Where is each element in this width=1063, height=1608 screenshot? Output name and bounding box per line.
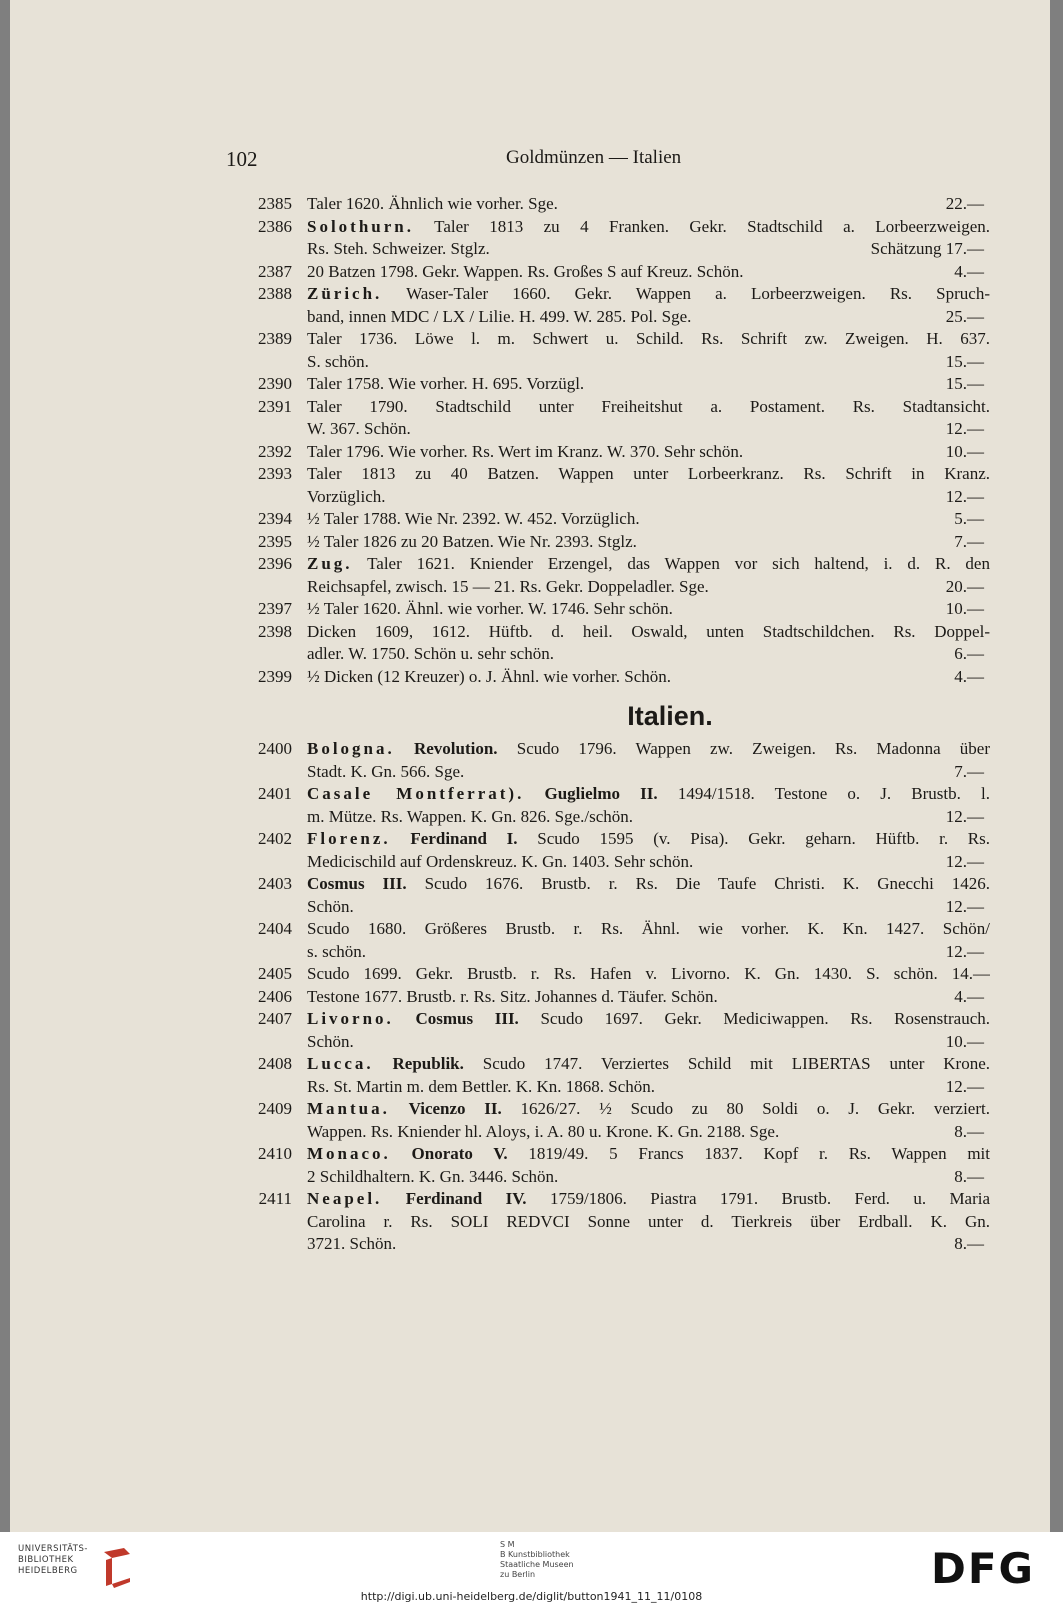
catalog-entry bbox=[250, 283, 990, 328]
description: 1626/27. ½ Scudo zu 80 Soldi o. J. Gekr. verziert. bbox=[520, 1099, 990, 1118]
entry-text bbox=[307, 621, 990, 644]
description: Scudo 1697. Gekr. Mediciwappen. Rs. Rosenstrauch. bbox=[540, 1009, 990, 1028]
section-heading: Italien. bbox=[627, 701, 713, 731]
lot-number: 2385 bbox=[258, 194, 292, 213]
entry-text bbox=[307, 1211, 990, 1234]
entry-line bbox=[250, 486, 990, 509]
entry-text bbox=[307, 576, 910, 599]
entry-text bbox=[307, 328, 990, 351]
entry-text bbox=[307, 1031, 910, 1054]
ruler-name: Cosmus III. bbox=[415, 1009, 519, 1028]
place-name: Casale Montferrat). bbox=[307, 784, 525, 803]
entry-text bbox=[307, 463, 990, 486]
price-estimate: 4.— bbox=[954, 261, 984, 281]
catalog-entry bbox=[250, 373, 990, 396]
entries-switzerland bbox=[250, 193, 990, 688]
description: S. schön. bbox=[307, 351, 369, 371]
lot-number: 2395 bbox=[258, 531, 292, 551]
description: Medicischild auf Ordenskreuz. K. Gn. 1403. Sehr schön. bbox=[307, 851, 694, 871]
entry-text bbox=[307, 1166, 910, 1189]
lot-number: 2400 bbox=[258, 739, 292, 758]
entry-line bbox=[250, 738, 990, 761]
description: Taler 1620. Ähnlich wie vorher. Sge. bbox=[307, 194, 558, 213]
entry-text bbox=[307, 1233, 910, 1256]
place-name: Bologna. bbox=[307, 739, 395, 758]
entry-line bbox=[250, 643, 990, 666]
price-estimate: 10.— bbox=[945, 1031, 984, 1051]
entry-line bbox=[250, 576, 990, 599]
viewer-footer bbox=[0, 1532, 1063, 1608]
description: m. Mütze. Rs. Wappen. K. Gn. 826. Sge./schön. bbox=[307, 806, 634, 826]
entry-line bbox=[250, 666, 990, 689]
entry-text bbox=[307, 1188, 990, 1211]
entry-line bbox=[250, 396, 990, 419]
description: Taler 1790. Stadtschild unter Freiheitshut a. Postament. Rs. Stadtansicht. bbox=[307, 396, 990, 416]
price-estimate: 12.— bbox=[945, 419, 984, 438]
price-estimate: 7.— bbox=[954, 531, 984, 551]
price-estimate: 12.— bbox=[945, 896, 984, 916]
lot-number: 2403 bbox=[258, 874, 292, 893]
catalog-entry bbox=[250, 1008, 990, 1053]
entry-text bbox=[307, 238, 910, 261]
description: Wappen. Rs. Kniender hl. Aloys, i. A. 80 u. Krone. K. Gn. 2188. Sge. bbox=[307, 1121, 780, 1141]
price-estimate: 22.— bbox=[945, 194, 984, 213]
ruler-name: Onorato V. bbox=[411, 1144, 508, 1163]
entry-text bbox=[307, 941, 910, 964]
entry-line bbox=[250, 418, 990, 441]
description: ½ Taler 1826 zu 20 Batzen. Wie Nr. 2393. Stglz. bbox=[307, 531, 637, 551]
description: Taler 1758. Wie vorher. H. 695. Vorzügl. bbox=[307, 374, 585, 393]
university-library-logo[interactable] bbox=[18, 1542, 138, 1592]
catalog-entry bbox=[250, 1143, 990, 1188]
entry-text bbox=[307, 666, 910, 689]
price-estimate: 6.— bbox=[954, 644, 984, 663]
smb-logo[interactable]: S M B Kunstbibliothek Staatliche Museen zu Berlin bbox=[500, 1540, 574, 1579]
entry-line bbox=[250, 238, 990, 261]
entry-text bbox=[307, 986, 910, 1009]
catalog-entry bbox=[250, 598, 990, 621]
entry-line bbox=[250, 463, 990, 486]
description: Scudo 1699. Gekr. Brustb. r. Rs. Hafen v. Livorno. K. Gn. 1430. S. schön. 14.— bbox=[307, 964, 990, 983]
place-name: Neapel. bbox=[307, 1189, 383, 1208]
description: Taler 1813 zu 4 Franken. Gekr. Stadtschild a. Lorbeerzweigen. bbox=[434, 216, 990, 236]
entry-line bbox=[250, 941, 990, 964]
entry-text bbox=[307, 553, 990, 576]
lot-number: 2407 bbox=[258, 1009, 292, 1028]
catalog-entry bbox=[250, 986, 990, 1009]
entry-line bbox=[250, 1098, 990, 1121]
description: Rs. St. Martin m. dem Bettler. K. Kn. 1868. Schön. bbox=[307, 1076, 656, 1096]
price-estimate: 12.— bbox=[945, 851, 984, 871]
description: s. schön. bbox=[307, 941, 367, 961]
description: ½ Dicken (12 Kreuzer) o. J. Ähnl. wie vorher. Schön. bbox=[307, 666, 671, 686]
entry-line bbox=[250, 373, 990, 396]
description: Stadt. K. Gn. 566. Sge. bbox=[307, 761, 465, 781]
entry-text bbox=[307, 508, 910, 531]
entry-line bbox=[250, 598, 990, 621]
price-estimate: 10.— bbox=[945, 599, 984, 618]
price-estimate: 8.— bbox=[954, 1234, 984, 1253]
description: Scudo 1796. Wappen zw. Zweigen. Rs. Madonna über bbox=[516, 739, 990, 758]
description: Testone 1677. Brustb. r. Rs. Sitz. Johannes d. Täufer. Schön. bbox=[307, 986, 718, 1006]
catalog-entry bbox=[250, 738, 990, 783]
entry-line bbox=[250, 216, 990, 239]
entry-text bbox=[307, 1121, 910, 1144]
entry-line bbox=[250, 621, 990, 644]
catalog-entry bbox=[250, 193, 990, 216]
entry-text bbox=[307, 761, 910, 784]
description: Vorzüglich. bbox=[307, 486, 386, 506]
lot-number: 2404 bbox=[258, 919, 292, 938]
entry-line bbox=[250, 508, 990, 531]
entry-text bbox=[307, 441, 910, 464]
description: Taler 1813 zu 40 Batzen. Wappen unter Lorbeerkranz. Rs. Schrift in Kranz. bbox=[307, 464, 990, 483]
entry-line bbox=[250, 873, 990, 896]
entry-line bbox=[250, 1053, 990, 1076]
place-name: Zug. bbox=[307, 554, 353, 573]
catalog-entry bbox=[250, 553, 990, 598]
scanned-page bbox=[10, 0, 1050, 1532]
catalog-entry bbox=[250, 441, 990, 464]
entry-text bbox=[307, 598, 910, 621]
lot-number: 2399 bbox=[258, 666, 292, 686]
description: Scudo 1595 (v. Pisa). Gekr. geharn. Hüftb. r. Rs. bbox=[537, 829, 990, 848]
lot-number: 2406 bbox=[258, 986, 292, 1006]
entry-line bbox=[250, 806, 990, 829]
catalog-entry bbox=[250, 396, 990, 441]
description: Schön. bbox=[307, 1031, 354, 1051]
catalog-entry bbox=[250, 531, 990, 554]
entry-text bbox=[307, 531, 910, 554]
dfg-logo[interactable]: DFG bbox=[930, 1544, 1035, 1593]
entry-text bbox=[307, 1053, 990, 1076]
ruler-name: Guglielmo II. bbox=[544, 784, 658, 803]
price-estimate: 15.— bbox=[945, 351, 984, 371]
ruler-name: Ferdinand I. bbox=[410, 829, 518, 848]
entry-line bbox=[250, 553, 990, 576]
description: 1494/1518. Testone o. J. Brustb. l. bbox=[677, 784, 990, 803]
entry-line bbox=[250, 441, 990, 464]
entry-line bbox=[250, 986, 990, 1009]
lot-number: 2392 bbox=[258, 441, 292, 461]
catalog-entry bbox=[250, 1053, 990, 1098]
library-emblem-icon bbox=[100, 1546, 136, 1588]
catalog-entry bbox=[250, 216, 990, 261]
price-estimate: 20.— bbox=[945, 576, 984, 596]
catalog-entry bbox=[250, 828, 990, 873]
catalog-entries bbox=[250, 193, 990, 1256]
description: 1759/1806. Piastra 1791. Brustb. Ferd. u. Maria bbox=[549, 1189, 990, 1208]
entry-text bbox=[307, 396, 990, 419]
ruler-name: Revolution. bbox=[413, 739, 498, 758]
ruler-name: Cosmus III. bbox=[307, 874, 407, 893]
place-name: Zürich. bbox=[307, 284, 383, 303]
entry-text bbox=[307, 283, 990, 306]
running-title: Goldmünzen — Italien bbox=[506, 147, 682, 168]
price-estimate: 7.— bbox=[954, 761, 984, 781]
price-estimate: 12.— bbox=[945, 486, 984, 506]
price-estimate: 12.— bbox=[945, 1076, 984, 1096]
lot-number: 2409 bbox=[258, 1099, 292, 1118]
price-estimate: 5.— bbox=[954, 509, 984, 528]
place-name: Florenz. bbox=[307, 829, 391, 848]
price-estimate: Schätzung 17.— bbox=[870, 239, 984, 258]
place-name: Mantua. bbox=[307, 1099, 390, 1118]
place-name: Monaco. bbox=[307, 1144, 391, 1163]
entry-line bbox=[250, 761, 990, 784]
description: Reichsapfel, zwisch. 15 — 21. Rs. Gekr. Doppeladler. Sge. bbox=[307, 576, 709, 596]
catalog-entry bbox=[250, 621, 990, 666]
ruler-name: Republik. bbox=[392, 1054, 464, 1073]
description: 3721. Schön. bbox=[307, 1234, 397, 1253]
entry-text bbox=[307, 896, 910, 919]
university-library-name: UNIVERSITÄTS- BIBLIOTHEK HEIDELBERG bbox=[18, 1544, 88, 1576]
place-name: Livorno. bbox=[307, 1009, 394, 1028]
description: ½ Taler 1620. Ähnl. wie vorher. W. 1746. Sehr schön. bbox=[307, 599, 673, 618]
entry-line bbox=[250, 896, 990, 919]
price-estimate: 4.— bbox=[954, 666, 984, 686]
catalog-entry bbox=[250, 783, 990, 828]
entry-text bbox=[307, 373, 910, 396]
entry-line bbox=[250, 261, 990, 284]
description: Taler 1621. Kniender Erzengel, das Wappen vor sich haltend, i. d. R. den bbox=[367, 554, 990, 573]
entry-text bbox=[307, 963, 990, 986]
catalog-entry bbox=[250, 1188, 990, 1256]
entry-line bbox=[250, 1188, 990, 1211]
price-estimate: 10.— bbox=[945, 441, 984, 461]
entry-line bbox=[250, 1166, 990, 1189]
lot-number: 2389 bbox=[258, 329, 292, 348]
page-url[interactable]: http://digi.ub.uni-heidelberg.de/diglit/button1941_11_11/0108 bbox=[360, 1590, 703, 1603]
lot-number: 2410 bbox=[258, 1144, 292, 1163]
entry-line bbox=[250, 828, 990, 851]
lot-number: 2394 bbox=[258, 509, 292, 528]
entry-text bbox=[307, 918, 990, 941]
entry-text bbox=[307, 216, 990, 239]
entry-line bbox=[250, 328, 990, 351]
entry-text bbox=[307, 418, 910, 441]
entry-text bbox=[307, 1008, 990, 1031]
entry-text bbox=[307, 806, 910, 829]
description: W. 367. Schön. bbox=[307, 419, 411, 438]
description: 2 Schildhaltern. K. Gn. 3446. Schön. bbox=[307, 1166, 559, 1186]
price-estimate: 12.— bbox=[945, 941, 984, 961]
description: Carolina r. Rs. SOLI REDVCI Sonne unter d. Tierkreis über Erdball. K. Gn. bbox=[307, 1211, 990, 1231]
place-name: Lucca. bbox=[307, 1054, 374, 1073]
description: Rs. Steh. Schweizer. Stglz. bbox=[307, 239, 490, 258]
lot-number: 2405 bbox=[258, 964, 292, 983]
price-estimate: 4.— bbox=[954, 986, 984, 1006]
entry-text bbox=[307, 873, 990, 896]
entry-line bbox=[250, 1143, 990, 1166]
lot-number: 2402 bbox=[258, 829, 292, 848]
description: Dicken 1609, 1612. Hüftb. d. heil. Oswald, unten Stadtschildchen. Rs. Doppel- bbox=[307, 621, 990, 641]
catalog-entry bbox=[250, 963, 990, 986]
entry-text bbox=[307, 783, 990, 806]
lot-number: 2398 bbox=[258, 621, 292, 641]
entry-line bbox=[250, 531, 990, 554]
price-estimate: 8.— bbox=[954, 1166, 984, 1186]
entry-text bbox=[307, 828, 990, 851]
entry-line bbox=[250, 918, 990, 941]
description: 1819/49. 5 Francs 1837. Kopf r. Rs. Wappen mit bbox=[528, 1144, 990, 1163]
entry-line bbox=[250, 1008, 990, 1031]
lot-number: 2397 bbox=[258, 599, 292, 618]
entry-text bbox=[307, 193, 910, 216]
catalog-entry bbox=[250, 261, 990, 284]
lot-number: 2388 bbox=[258, 284, 292, 303]
entry-line bbox=[250, 963, 990, 986]
description: band, innen MDC / LX / Lilie. H. 499. W. 285. Pol. Sge. bbox=[307, 306, 692, 326]
entry-text bbox=[307, 261, 910, 284]
entry-text bbox=[307, 643, 910, 666]
price-estimate: 8.— bbox=[954, 1121, 984, 1141]
price-estimate: 25.— bbox=[945, 306, 984, 326]
lot-number: 2408 bbox=[258, 1054, 292, 1073]
catalog-entry bbox=[250, 873, 990, 918]
entry-line bbox=[250, 1031, 990, 1054]
catalog-entry bbox=[250, 666, 990, 689]
description: Scudo 1747. Verziertes Schild mit LIBERTAS unter Krone. bbox=[482, 1054, 990, 1073]
description: adler. W. 1750. Schön u. sehr schön. bbox=[307, 644, 554, 663]
description: Scudo 1680. Größeres Brustb. r. Rs. Ähnl. wie vorher. K. Kn. 1427. Schön/ bbox=[307, 919, 990, 938]
entry-line bbox=[250, 306, 990, 329]
ruler-name: Ferdinand IV. bbox=[405, 1189, 527, 1208]
description: 20 Batzen 1798. Gekr. Wappen. Rs. Großes S auf Kreuz. Schön. bbox=[307, 261, 744, 281]
price-estimate: 15.— bbox=[945, 374, 984, 393]
entry-text bbox=[307, 1076, 910, 1099]
catalog-entry bbox=[250, 918, 990, 963]
description: Taler 1736. Löwe l. m. Schwert u. Schild. Rs. Schrift zw. Zweigen. H. 637. bbox=[307, 329, 990, 348]
catalog-entry bbox=[250, 508, 990, 531]
lot-number: 2387 bbox=[258, 261, 292, 281]
ruler-name: Vicenzo II. bbox=[408, 1099, 502, 1118]
entry-text bbox=[307, 1143, 990, 1166]
description: Scudo 1676. Brustb. r. Rs. Die Taufe Christi. K. Gnecchi 1426. bbox=[424, 874, 990, 893]
price-estimate: 12.— bbox=[945, 806, 984, 826]
entry-text bbox=[307, 306, 910, 329]
catalog-entry bbox=[250, 1098, 990, 1143]
entry-line bbox=[250, 1076, 990, 1099]
lot-number: 2393 bbox=[258, 464, 292, 483]
entry-line bbox=[250, 193, 990, 216]
lot-number: 2386 bbox=[258, 216, 292, 236]
description: Taler 1796. Wie vorher. Rs. Wert im Kranz. W. 370. Sehr schön. bbox=[307, 441, 744, 461]
entry-line bbox=[250, 783, 990, 806]
description: ½ Taler 1788. Wie Nr. 2392. W. 452. Vorzüglich. bbox=[307, 509, 640, 528]
entries-italy bbox=[250, 738, 990, 1256]
entry-text bbox=[307, 1098, 990, 1121]
entry-line bbox=[250, 283, 990, 306]
lot-number: 2401 bbox=[258, 784, 292, 803]
catalog-entry bbox=[250, 463, 990, 508]
entry-line bbox=[250, 1121, 990, 1144]
lot-number: 2411 bbox=[258, 1189, 292, 1208]
place-name: Solothurn. bbox=[307, 216, 414, 236]
entry-line bbox=[250, 851, 990, 874]
catalog-entry bbox=[250, 328, 990, 373]
entry-line bbox=[250, 1233, 990, 1256]
entry-text bbox=[307, 851, 910, 874]
page-number: 102 bbox=[226, 147, 258, 171]
lot-number: 2396 bbox=[258, 554, 292, 573]
entry-line bbox=[250, 1211, 990, 1234]
page-header bbox=[226, 147, 986, 177]
entry-text bbox=[307, 486, 910, 509]
lot-number: 2391 bbox=[258, 396, 292, 416]
entry-text bbox=[307, 351, 910, 374]
description: Schön. bbox=[307, 896, 354, 916]
description: Waser-Taler 1660. Gekr. Wappen a. Lorbeerzweigen. Rs. Spruch- bbox=[406, 284, 990, 303]
entry-text bbox=[307, 738, 990, 761]
lot-number: 2390 bbox=[258, 374, 292, 393]
entry-line bbox=[250, 351, 990, 374]
